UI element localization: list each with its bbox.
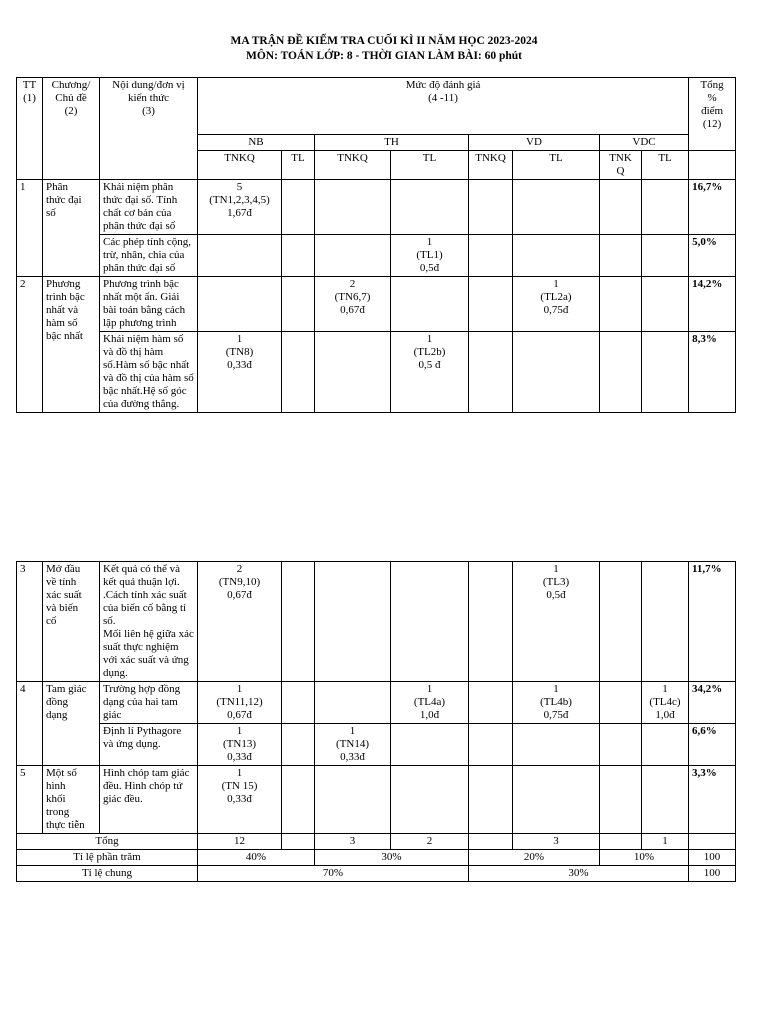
question-cell [282,235,315,277]
type-header: TL [513,151,600,180]
percent-cell: 16,7% [689,180,736,235]
question-cell: 2 (TN6,7) 0,67đ [315,277,391,332]
question-cell [513,235,600,277]
totals-value [282,834,315,850]
chapter-name: Tam giác đồng dạng [43,682,100,766]
type-header: TL [391,151,469,180]
level-nb: NB [198,135,315,151]
percent-cell: 34,2% [689,682,736,724]
question-cell: 1 (TL4c) 1,0đ [642,682,689,724]
totals-row [17,834,736,850]
question-cell [391,766,469,834]
type-header: TNKQ [315,151,391,180]
level-vdc: VDC [600,135,689,151]
content-unit: Khái niệm phân thức đại số. Tính chất cơ bản của phân thức đại số [100,180,198,235]
question-cell [469,180,513,235]
totals-value: 3 [513,834,600,850]
percent-cell: 14,2% [689,277,736,332]
level-vd: VD [469,135,600,151]
question-cell: 1 (TN13) 0,33đ [198,724,282,766]
question-cell: 1 (TL4b) 0,75đ [513,682,600,724]
level-th: TH [315,135,469,151]
overall-ratio-label: Tỉ lệ chung [17,866,198,882]
header-assessment-level: Mức độ đánh giá (4 -11) [198,78,689,135]
question-cell [600,766,642,834]
question-cell [600,562,642,682]
header-total: Tổng % điểm (12) [689,78,736,151]
question-cell [513,180,600,235]
question-cell [469,562,513,682]
question-cell [391,180,469,235]
question-cell [315,332,391,413]
table-row [17,766,736,834]
row-number: 4 [17,682,43,766]
type-header: TL [642,151,689,180]
question-cell [198,277,282,332]
percentage-sum: 100 [689,850,736,866]
percentage-value: 30% [315,850,469,866]
question-cell [642,332,689,413]
question-cell [315,235,391,277]
table-row [17,562,736,682]
percentage-row [17,850,736,866]
row-number: 5 [17,766,43,834]
question-cell [600,724,642,766]
question-cell [469,332,513,413]
overall-ratio-value: 70% [198,866,469,882]
question-cell [513,724,600,766]
totals-value [469,834,513,850]
type-header: TNK Q [600,151,642,180]
content-unit: Khái niệm hàm số và đồ thị hàm số.Hàm số bậc nhất và đồ thị của hàm số bậc nhất.Hệ số góc của đường thẳng. [100,332,198,413]
question-cell [600,277,642,332]
matrix-table-part-2 [16,561,736,882]
question-cell: 2 (TN9,10) 0,67đ [198,562,282,682]
totals-value: 2 [391,834,469,850]
percent-cell: 6,6% [689,724,736,766]
row-number: 3 [17,562,43,682]
chapter-name: Mở đầu về tính xác suất và biến cố [43,562,100,682]
question-cell [282,562,315,682]
overall-ratio-value: 30% [469,866,689,882]
question-cell [282,682,315,724]
question-cell [600,235,642,277]
content-unit: Phương trình bậc nhất một ẩn. Giải bài toán bằng cách lập phương trình [100,277,198,332]
content-unit: Định lí Pythagore và ứng dụng. [100,724,198,766]
question-cell [642,277,689,332]
question-cell [600,682,642,724]
question-cell [469,766,513,834]
question-cell [642,180,689,235]
table-row [17,682,736,724]
header-row [17,78,736,135]
header-content: Nội dung/đơn vị kiến thức (3) [100,78,198,180]
percentage-label: Tỉ lệ phần trăm [17,850,198,866]
question-cell [282,332,315,413]
type-header: TNKQ [198,151,282,180]
question-cell [198,235,282,277]
empty-cell [689,151,736,180]
overall-ratio-row [17,866,736,882]
totals-value [600,834,642,850]
question-cell: 1 (TN14) 0,33đ [315,724,391,766]
document-subtitle: MÔN: TOÁN LỚP: 8 - THỜI GIAN LÀM BÀI: 60 phút [245,50,523,62]
type-header: TNKQ [469,151,513,180]
table-row [17,332,736,413]
table-row [17,235,736,277]
overall-ratio-sum: 100 [689,866,736,882]
question-cell [282,724,315,766]
totals-label: Tổng [17,834,198,850]
content-unit: Hình chóp tam giác đều. Hình chóp tứ giác đều. [100,766,198,834]
question-cell: 1 (TL2b) 0,5 đ [391,332,469,413]
percent-cell: 5,0% [689,235,736,277]
question-cell: 1 (TN8) 0,33đ [198,332,282,413]
percent-cell: 8,3% [689,332,736,413]
question-cell: 1 (TN11,12) 0,67đ [198,682,282,724]
percentage-value: 10% [600,850,689,866]
row-number: 1 [17,180,43,277]
question-cell [600,332,642,413]
question-cell: 1 (TL4a) 1,0đ [391,682,469,724]
question-cell [315,766,391,834]
question-cell [315,682,391,724]
document-title: MA TRẬN ĐỀ KIỂM TRA CUỐI KÌ II NĂM HỌC 2023-2024 [230,35,538,47]
row-number: 2 [17,277,43,413]
totals-sum [689,834,736,850]
question-cell [642,562,689,682]
question-cell [600,180,642,235]
content-unit: Các phép tính cộng, trừ, nhân, chia của phân thức đại số [100,235,198,277]
percentage-value: 20% [469,850,600,866]
question-cell [391,724,469,766]
table-row [17,724,736,766]
header-chapter: Chương/ Chủ đề (2) [43,78,100,180]
chapter-name: Phương trình bậc nhất và hàm số bậc nhất [43,277,100,413]
question-cell: 1 (TL2a) 0,75đ [513,277,600,332]
percent-cell: 11,7% [689,562,736,682]
question-cell [315,180,391,235]
question-cell [469,682,513,724]
question-cell [469,724,513,766]
question-cell: 1 (TL3) 0,5đ [513,562,600,682]
question-cell [391,562,469,682]
percentage-value: 40% [198,850,315,866]
header-tt: TT (1) [17,78,43,180]
question-cell [642,235,689,277]
question-cell [391,277,469,332]
content-unit: Kết quả có thể và kết quả thuận lợi. .Cách tính xác suất của biến cố bằng tỉ số. Mối liên hệ giữa xác suất thực nghiệm với xác suất và ứng dụng. [100,562,198,682]
chapter-name: Phân thức đại số [43,180,100,277]
type-header: TL [282,151,315,180]
question-cell [315,562,391,682]
question-cell: 5 (TN1,2,3,4,5) 1,67đ [198,180,282,235]
question-cell [282,766,315,834]
matrix-table-part-1 [16,77,736,413]
question-cell [469,235,513,277]
totals-value: 3 [315,834,391,850]
table-row [17,180,736,235]
question-cell: 1 (TL1) 0,5đ [391,235,469,277]
totals-value: 12 [198,834,282,850]
question-cell [642,724,689,766]
question-cell [642,766,689,834]
question-cell: 1 (TN 15) 0,33đ [198,766,282,834]
percent-cell: 3,3% [689,766,736,834]
question-cell [513,332,600,413]
content-unit: Trường hợp đồng dạng của hai tam giác [100,682,198,724]
question-cell [282,180,315,235]
question-cell [469,277,513,332]
question-cell [513,766,600,834]
question-cell [282,277,315,332]
totals-value: 1 [642,834,689,850]
table-row [17,277,736,332]
chapter-name: Một số hình khối trong thực tiễn [43,766,100,834]
